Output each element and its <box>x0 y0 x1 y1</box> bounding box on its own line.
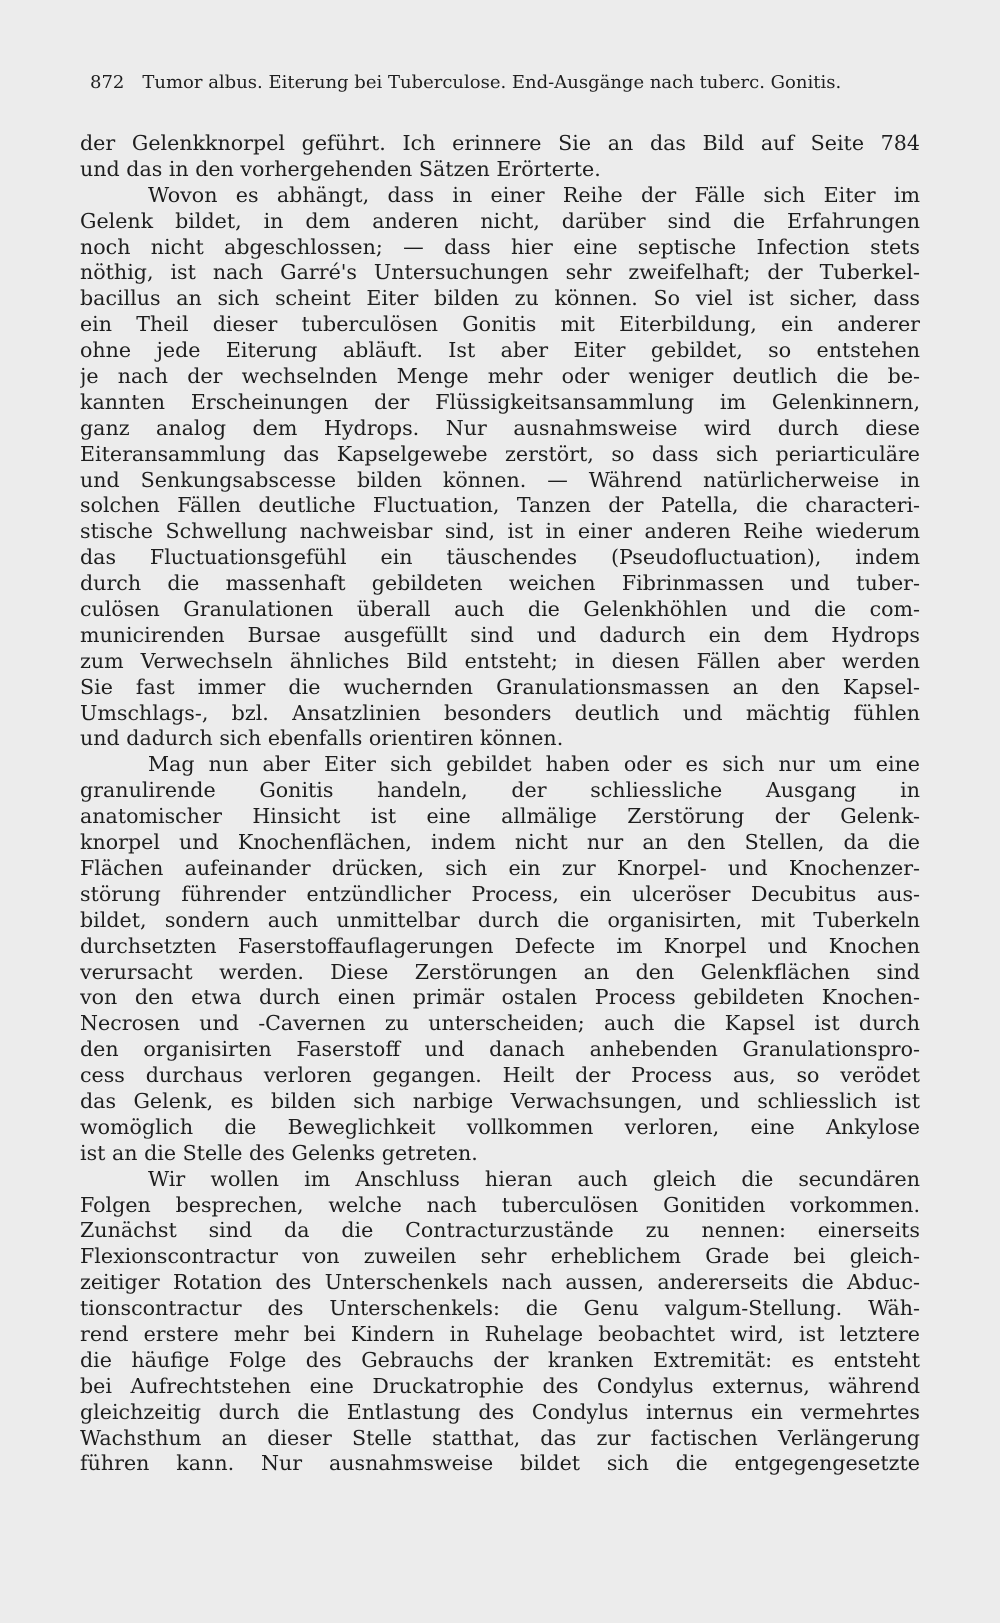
text-line: das Gelenk, es bilden sich narbige Verwachsungen, und schliesslich ist <box>80 1088 920 1113</box>
text-line: Necrosen und -Cavernen zu unterscheiden; auch die Kapsel ist durch <box>80 1011 920 1036</box>
text-line: durchsetzten Faserstoffauflagerungen Defecte im Knorpel und Knochen <box>80 933 920 958</box>
text-line: ist an die Stelle des Gelenks getreten. <box>80 1140 478 1165</box>
text-line: solchen Fällen deutliche Fluctuation, Tanzen der Patella, die characteri- <box>80 493 920 518</box>
body-text <box>80 131 920 1477</box>
text-line: störung führender entzündlicher Process, ein ulceröser Decubitus aus- <box>80 881 920 906</box>
text-line: Wovon es abhängt, dass in einer Reihe der Fälle sich Eiter im <box>148 182 920 207</box>
text-line: culösen Granulationen überall auch die Gelenkhöhlen und die com- <box>80 597 920 622</box>
text-line: Sie fast immer die wuchernden Granulationsmassen an den Kapsel- <box>80 674 920 699</box>
text-line: rend erstere mehr bei Kindern in Ruhelage beobachtet wird, ist letztere <box>80 1321 920 1346</box>
text-line: Umschlags-, bzl. Ansatzlinien besonders deutlich und mächtig fühlen <box>80 700 920 725</box>
running-title: Tumor albus. Eiterung bei Tuberculose. End-Ausgänge nach tuberc. Gonitis. <box>142 72 842 93</box>
page-number: 872 <box>90 72 125 93</box>
text-line: bacillus an sich scheint Eiter bilden zu können. So viel ist sicher, dass <box>80 286 920 311</box>
text-line: cess durchaus verloren gegangen. Heilt der Process aus, so verödet <box>80 1063 920 1088</box>
text-line: ein Theil dieser tuberculösen Gonitis mit Eiterbildung, ein anderer <box>80 312 920 337</box>
text-line: kannten Erscheinungen der Flüssigkeitsansammlung im Gelenkinnern, <box>80 389 920 414</box>
running-header <box>90 72 928 93</box>
text-line: Folgen besprechen, welche nach tuberculösen Gonitiden vorkommen. <box>80 1192 920 1217</box>
text-line: von den etwa durch einen primär ostalen Process gebildeten Knochen- <box>80 985 920 1010</box>
text-line: stische Schwellung nachweisbar sind, ist in einer anderen Reihe wiederum <box>80 519 920 544</box>
text-line: Wir wollen im Anschluss hieran auch gleich die secundären <box>148 1166 920 1191</box>
text-line: knorpel und Knochenflächen, indem nicht nur an den Stellen, da die <box>80 830 920 855</box>
text-line: nöthig, ist nach Garré's Untersuchungen sehr zweifelhaft; der Tuberkel- <box>80 260 920 285</box>
text-line: je nach der wechselnden Menge mehr oder weniger deutlich die be- <box>80 364 920 389</box>
text-line: zum Verwechseln ähnliches Bild entsteht; in diesen Fällen aber werden <box>80 648 920 673</box>
text-line: und dadurch sich ebenfalls orientiren können. <box>80 726 564 751</box>
text-line: zeitiger Rotation des Unterschenkels nach aussen, andererseits die Abduc- <box>80 1270 920 1295</box>
text-line: und Senkungsabscesse bilden können. — Während natürlicherweise in <box>80 467 920 492</box>
text-line: durch die massenhaft gebildeten weichen Fibrinmassen und tuber- <box>80 571 920 596</box>
text-line: Gelenk bildet, in dem anderen nicht, darüber sind die Erfahrungen <box>80 208 920 233</box>
text-line: Eiteransammlung das Kapselgewebe zerstört, so dass sich periarticuläre <box>80 441 920 466</box>
text-line: Zunächst sind da die Contracturzustände zu nennen: einerseits <box>80 1218 920 1243</box>
text-line: den organisirten Faserstoff und danach anhebenden Granulationspro- <box>80 1037 920 1062</box>
text-line: bildet, sondern auch unmittelbar durch die organisirten, mit Tuberkeln <box>80 907 920 932</box>
text-line: der Gelenkknorpel geführt. Ich erinnere Sie an das Bild auf Seite 784 <box>80 131 920 155</box>
text-line: die häufige Folge des Gebrauchs der kranken Extremität: es entsteht <box>80 1347 920 1372</box>
text-line: municirenden Bursae ausgefüllt sind und dadurch ein dem Hydrops <box>80 622 920 647</box>
text-line: noch nicht abgeschlossen; — dass hier eine septische Infection stets <box>80 234 920 259</box>
text-line: ohne jede Eiterung abläuft. Ist aber Eiter gebildet, so entstehen <box>80 338 920 363</box>
text-line: das Fluctuationsgefühl ein täuschendes (Pseudofluctuation), indem <box>80 545 920 570</box>
text-line: granulirende Gonitis handeln, der schliessliche Ausgang in <box>80 778 920 803</box>
text-line: anatomischer Hinsicht ist eine allmälige Zerstörung der Gelenk- <box>80 804 920 829</box>
text-line: und das in den vorhergehenden Sätzen Erörterte. <box>80 156 601 181</box>
text-line: Mag nun aber Eiter sich gebildet haben oder es sich nur um eine <box>148 752 920 777</box>
text-line: Wachsthum an dieser Stelle statthat, das zur factischen Verlängerung <box>80 1425 920 1450</box>
text-line: Flächen aufeinander drücken, sich ein zur Knorpel- und Knochenzer- <box>80 855 920 880</box>
text-line: gleichzeitig durch die Entlastung des Condylus internus ein vermehrtes <box>80 1399 920 1424</box>
text-line: ganz analog dem Hydrops. Nur ausnahmsweise wird durch diese <box>80 415 920 440</box>
text-line: Flexionscontractur von zuweilen sehr erheblichem Grade bei gleich- <box>80 1244 920 1269</box>
text-line: bei Aufrechtstehen eine Druckatrophie des Condylus externus, während <box>80 1373 920 1398</box>
text-line: womöglich die Beweglichkeit vollkommen verloren, eine Ankylose <box>80 1114 920 1139</box>
text-line: führen kann. Nur ausnahmsweise bildet sich die entgegengesetzte <box>80 1451 920 1476</box>
text-line: verursacht werden. Diese Zerstörungen an den Gelenkflächen sind <box>80 959 920 984</box>
text-line: tionscontractur des Unterschenkels: die Genu valgum-Stellung. Wäh- <box>80 1296 920 1321</box>
